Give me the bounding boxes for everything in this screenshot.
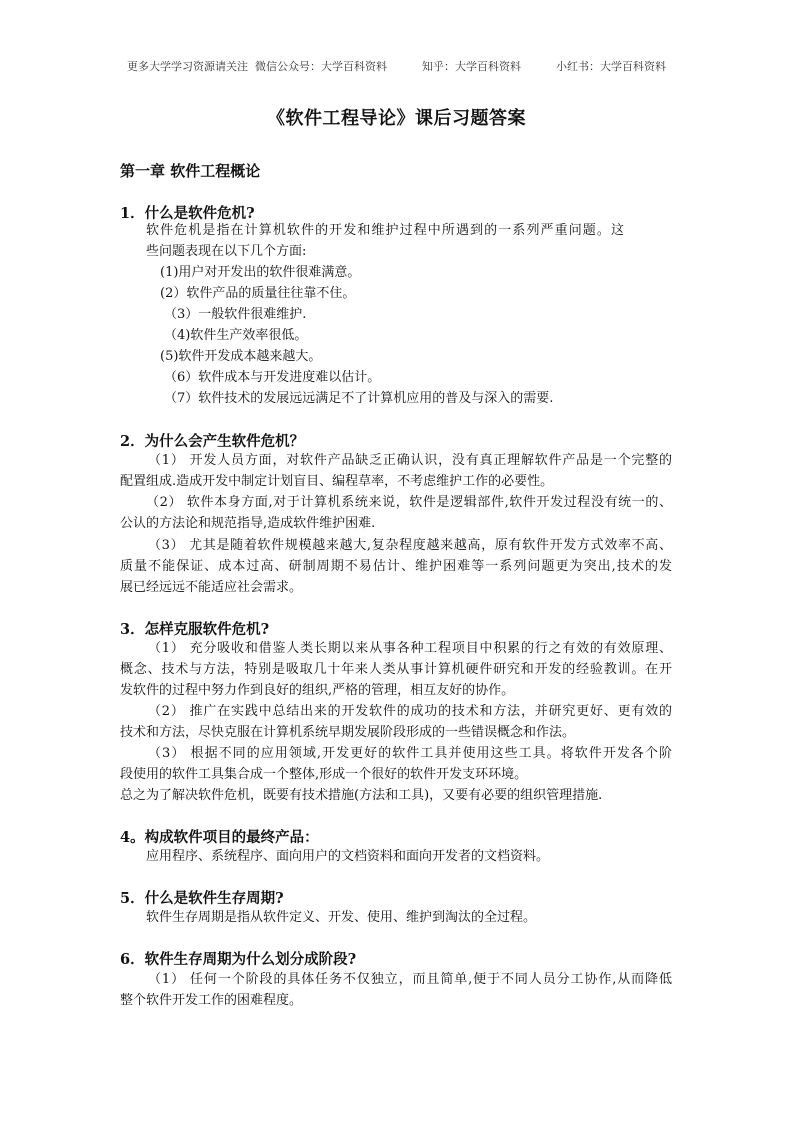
answer-line: (2）软件产品的质量往往靠不住。 — [160, 286, 356, 301]
answer-line: 应用程序、系统程序、面向用户的文档资料和面向开发者的文档资料。 — [146, 849, 550, 864]
answer-line: 整个软件开发工作的困难程度。 — [120, 993, 303, 1008]
answer-line: 展已经远远不能适应社会需求。 — [120, 580, 303, 595]
question-heading: 5．什么是软件生存周期? — [120, 890, 284, 907]
answer-line: 公认的方法论和规范指导,造成软件维护困难. — [120, 516, 376, 531]
answer-line: 软件生存周期是指从软件定义、开发、使用、维护到淘汰的全过程。 — [146, 910, 537, 925]
answer-line: （3） 尤其是随着软件规模越来越大,复杂程度越来越高，原有软件开发方式效率不高、 — [148, 538, 672, 553]
chapter-heading: 第一章 软件工程概论 — [120, 162, 261, 180]
page-header: 更多大学学习资源请关注 微信公众号：大学百科资料 知乎：大学百科资料 小红书：大学百科资料 — [127, 60, 666, 73]
answer-line: 些问题表现在以下几个方面: — [146, 244, 307, 259]
answer-line: (1)用户对开发出的软件很难满意。 — [160, 265, 361, 280]
answer-line: （1） 任何一个阶段的具体任务不仅独立，而且简单,便于不同人员分工协作,从而降低 — [148, 972, 672, 987]
question-heading: 4。构成软件项目的最终产品： — [120, 829, 319, 846]
answer-line: （6）软件成本与开发进度难以估计。 — [164, 370, 381, 385]
question-heading: 6．软件生存周期为什么划分成阶段? — [120, 951, 357, 968]
question-heading: 2．为什么会产生软件危机？ — [120, 433, 305, 450]
question-heading: 1．什么是软件危机? — [120, 205, 255, 222]
answer-line: （3）一般软件很难维护. — [164, 307, 307, 322]
answer-line: 质量不能保证、成本过高、研制周期不易估计、维护困难等一系列问题更为突出,技术的发 — [120, 559, 672, 574]
answer-line: （4)软件生产效率很低。 — [164, 328, 308, 343]
answer-line: （7）软件技术的发展远远满足不了计算机应用的普及与深入的需要. — [164, 391, 554, 406]
answer-line: 发软件的过程中努力作到良好的组织,严格的管理，相互友好的协作。 — [120, 683, 515, 698]
question-heading: 3．怎样克服软件危机? — [120, 621, 270, 638]
answer-line: （1） 充分吸收和借鉴人类长期以来从事各种工程项目中积累的行之有效的有效原理、 — [148, 641, 672, 656]
answer-line: (5)软件开发成本越来越大。 — [160, 349, 322, 364]
answer-line: 软件危机是指在计算机软件的开发和维护过程中所遇到的一系列严重问题。这 — [146, 223, 624, 238]
answer-line: （2） 软件本身方面,对于计算机系统来说，软件是逻辑部件,软件开发过程没有统一的、 — [146, 495, 672, 510]
answer-line: 段使用的软件工具集合成一个整体,形成一个很好的软件开发支环环境。 — [120, 767, 528, 782]
answer-line: 配置组成.造成开发中制定计划盲目、编程草率，不考虑维护工作的必要性。 — [120, 474, 554, 489]
answer-line: 技术和方法，尽快克服在计算机系统早期发展阶段形成的一些错误概念和作法。 — [120, 725, 576, 740]
answer-line: 概念、技术与方法，特别是吸取几十年来人类从事计算机硬件研究和开发的经验教训。在开 — [120, 662, 672, 677]
answer-line: （2） 推广在实践中总结出来的开发软件的成功的技术和方法，并研究更好、更有效的 — [148, 704, 672, 719]
page-title: 《软件工程导论》课后习题答案 — [267, 108, 526, 129]
answer-line: （3） 根据不同的应用领域,开发更好的软件工具并使用这些工具。将软件开发各个阶 — [148, 746, 672, 761]
answer-line: （1） 开发人员方面，对软件产品缺乏正确认识，没有真正理解软件产品是一个完整的 — [148, 453, 672, 468]
answer-line: 总之为了解决软件危机，既要有技术措施(方法和工具)，又要有必要的组织管理措施. — [120, 788, 603, 803]
